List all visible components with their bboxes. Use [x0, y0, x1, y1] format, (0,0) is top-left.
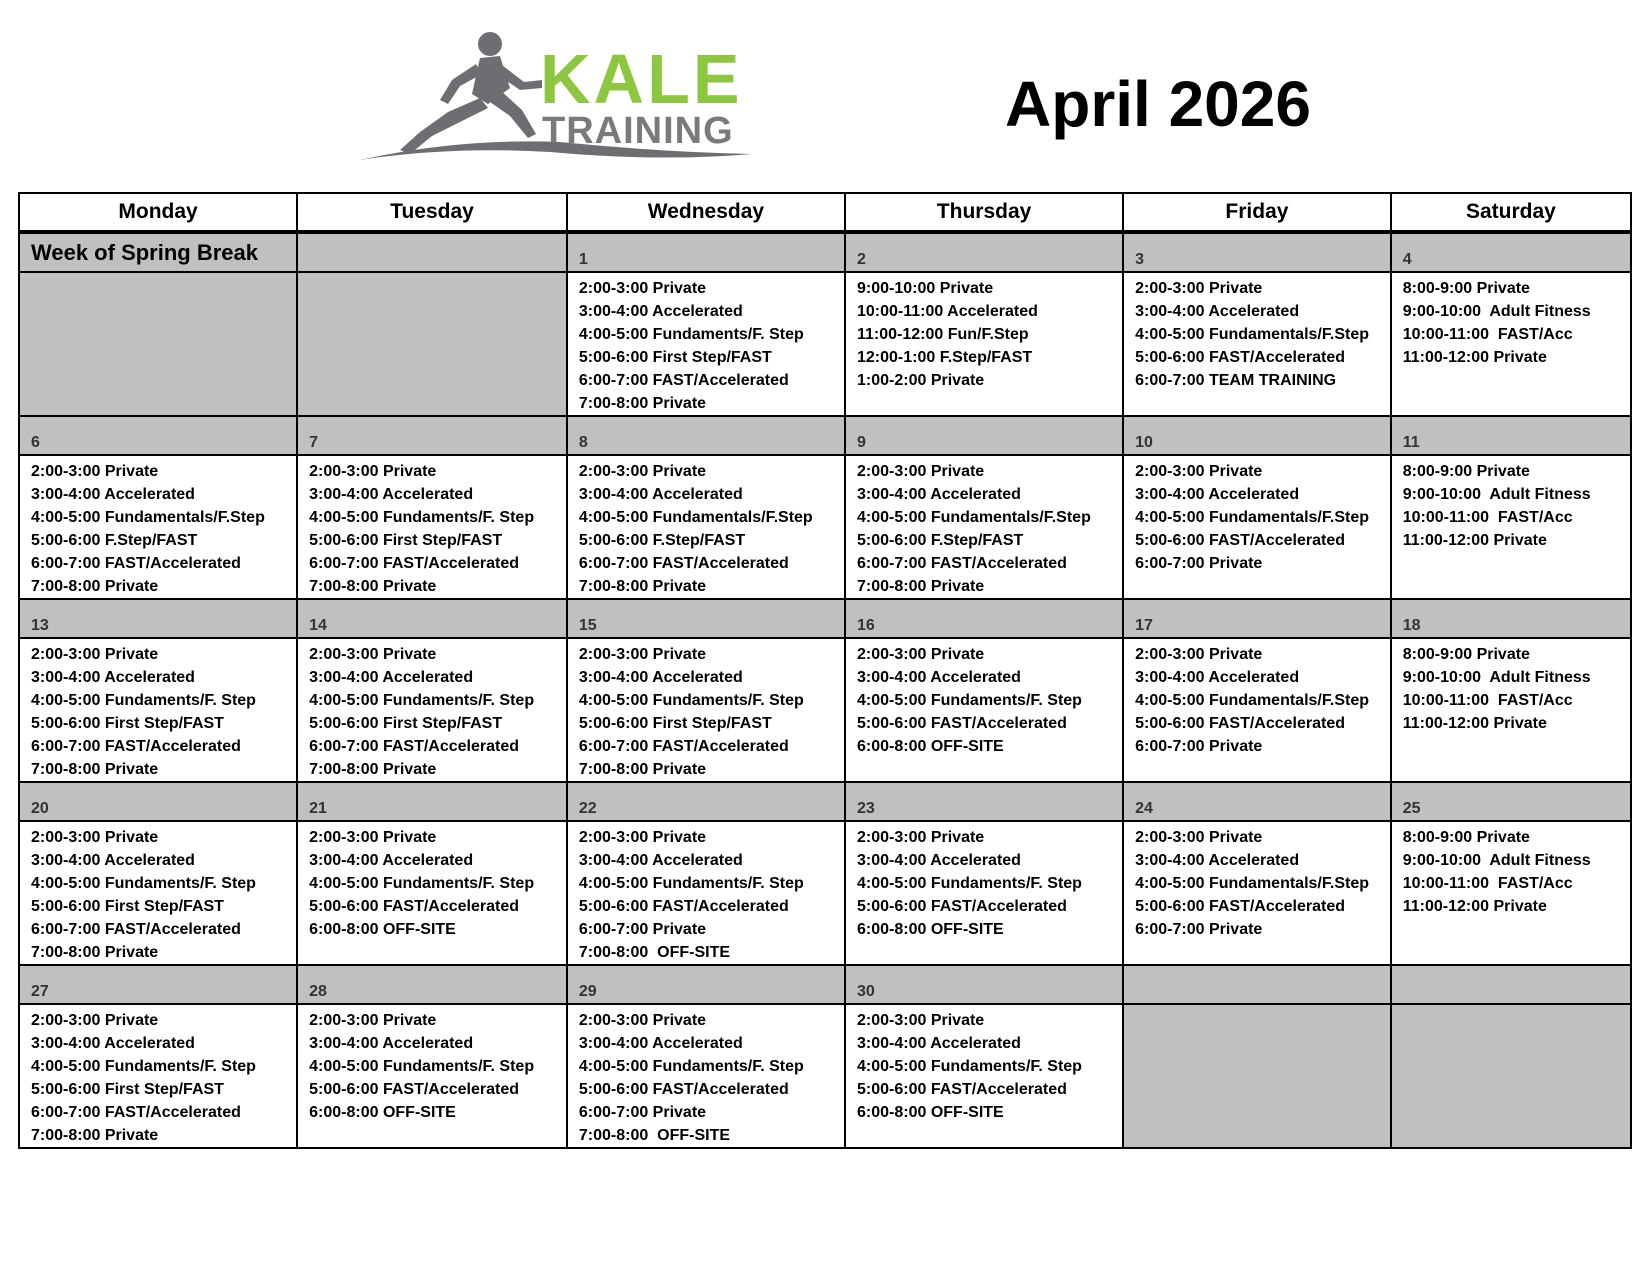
- day-number: 18: [1402, 617, 1421, 634]
- events-row: [19, 272, 1631, 416]
- session-item: 2:00-3:00 Private: [578, 646, 707, 663]
- session-item: 3:00-4:00 Accelerated: [309, 1035, 474, 1052]
- session-item: 5:00-6:00 FAST/Accelerated: [578, 898, 789, 915]
- session-item: 2:00-3:00 Private: [1135, 646, 1263, 663]
- day-events-cell: [1391, 1004, 1631, 1148]
- weekday-header: Friday: [1123, 193, 1391, 232]
- day-number-cell: [567, 965, 845, 1004]
- session-item: 6:00-7:00 FAST/Accelerated: [31, 921, 241, 938]
- session-item: 9:00-10:00 Adult Fitness: [1402, 486, 1591, 503]
- day-number: 16: [857, 617, 875, 634]
- session-item: 6:00-7:00 FAST/Accelerated: [31, 1104, 241, 1121]
- session-list: [568, 456, 844, 598]
- logo-wordmark-kale: KALE: [540, 40, 743, 118]
- day-number-cell: [1123, 599, 1391, 638]
- session-item: 9:00-10:00 Adult Fitness: [1402, 852, 1591, 869]
- session-item: 3:00-4:00 Accelerated: [857, 486, 1021, 503]
- session-item: 2:00-3:00 Private: [857, 646, 985, 663]
- day-number: 4: [1402, 251, 1412, 268]
- events-row: [19, 821, 1631, 965]
- session-list: [298, 456, 566, 598]
- day-events-cell: [297, 638, 567, 782]
- session-item: 10:00-11:00 Accelerated: [857, 303, 1038, 320]
- spring-break-banner: Week of Spring Break: [31, 240, 258, 265]
- session-item: 5:00-6:00 F.Step/FAST: [31, 532, 198, 549]
- day-number-cell: [845, 965, 1123, 1004]
- session-list: [1392, 456, 1630, 552]
- session-list: [298, 822, 566, 941]
- session-item: 2:00-3:00 Private: [578, 829, 707, 846]
- session-item: 9:00-10:00 Adult Fitness: [1402, 669, 1591, 686]
- weekday-header: Wednesday: [567, 193, 845, 232]
- session-item: 3:00-4:00 Accelerated: [857, 1035, 1021, 1052]
- session-item: 5:00-6:00 F.Step/FAST: [578, 532, 746, 549]
- session-item: 2:00-3:00 Private: [857, 829, 985, 846]
- kale-training-logo: [360, 28, 790, 178]
- day-number-cell: [845, 232, 1123, 272]
- date-number-row: [19, 599, 1631, 638]
- session-item: 4:00-5:00 Fundamentals/F.Step: [1135, 875, 1369, 892]
- session-item: 2:00-3:00 Private: [309, 829, 437, 846]
- session-item: 4:00-5:00 Fundaments/F. Step: [578, 875, 804, 892]
- session-item: 3:00-4:00 Accelerated: [1135, 669, 1300, 686]
- session-list: [846, 822, 1122, 941]
- day-number-cell: [297, 416, 567, 455]
- weekday-header: Tuesday: [297, 193, 567, 232]
- session-item: 2:00-3:00 Private: [857, 1012, 985, 1029]
- session-item: 4:00-5:00 Fundamentals/F.Step: [857, 509, 1091, 526]
- session-item: 11:00-12:00 Private: [1402, 349, 1547, 366]
- day-events-cell: [1391, 638, 1631, 782]
- session-item: 11:00-12:00 Private: [1402, 898, 1547, 915]
- session-item: 4:00-5:00 Fundamentals/F.Step: [578, 509, 813, 526]
- day-number-cell: [845, 416, 1123, 455]
- session-list: [846, 456, 1122, 598]
- day-number-cell: [567, 416, 845, 455]
- day-number: 6: [31, 434, 40, 451]
- events-row: [19, 638, 1631, 782]
- day-events-cell: [1123, 821, 1391, 965]
- session-item: 5:00-6:00 First Step/FAST: [578, 349, 772, 366]
- session-item: 4:00-5:00 Fundamentals/F.Step: [1135, 326, 1369, 343]
- session-list: [298, 639, 566, 781]
- session-item: 3:00-4:00 Accelerated: [578, 303, 743, 320]
- day-number-cell: [1391, 965, 1631, 1004]
- day-events-cell: [19, 455, 297, 599]
- session-item: 3:00-4:00 Accelerated: [857, 852, 1021, 869]
- day-number-cell: [1123, 965, 1391, 1004]
- weekday-header: Monday: [19, 193, 297, 232]
- session-item: 6:00-7:00 FAST/Accelerated: [309, 738, 520, 755]
- day-number-cell: [19, 599, 297, 638]
- session-item: 7:00-8:00 Private: [31, 1127, 159, 1144]
- date-number-row: [19, 965, 1631, 1004]
- session-item: 7:00-8:00 Private: [31, 761, 159, 778]
- day-number: 17: [1135, 617, 1153, 634]
- session-item: 2:00-3:00 Private: [31, 646, 159, 663]
- session-item: 10:00-11:00 FAST/Acc: [1402, 326, 1573, 343]
- day-number: 24: [1135, 800, 1153, 817]
- session-item: 7:00-8:00 Private: [578, 578, 707, 595]
- session-item: 5:00-6:00 First Step/FAST: [31, 715, 224, 732]
- day-number: 14: [309, 617, 327, 634]
- session-item: 5:00-6:00 FAST/Accelerated: [1135, 349, 1346, 366]
- session-item: 4:00-5:00 Fundaments/F. Step: [31, 692, 256, 709]
- day-events-cell: [297, 821, 567, 965]
- date-number-row: [19, 416, 1631, 455]
- session-item: 6:00-7:00 Private: [1135, 555, 1263, 572]
- session-item: 4:00-5:00 Fundaments/F. Step: [578, 1058, 804, 1075]
- day-events-cell: [845, 455, 1123, 599]
- day-events-cell: [567, 1004, 845, 1148]
- day-events-cell: [1391, 272, 1631, 416]
- session-list: [1392, 639, 1630, 735]
- session-item: 6:00-8:00 OFF-SITE: [857, 738, 1004, 755]
- session-item: 6:00-7:00 FAST/Accelerated: [578, 738, 789, 755]
- session-item: 10:00-11:00 FAST/Acc: [1402, 692, 1573, 709]
- session-item: 6:00-8:00 OFF-SITE: [309, 921, 456, 938]
- session-item: 4:00-5:00 Fundamentals/F.Step: [31, 509, 265, 526]
- session-list: [1392, 822, 1630, 918]
- day-number-cell: [1123, 782, 1391, 821]
- session-item: 4:00-5:00 Fundaments/F. Step: [309, 875, 535, 892]
- session-item: 2:00-3:00 Private: [31, 463, 159, 480]
- day-number-cell: [845, 599, 1123, 638]
- session-item: 2:00-3:00 Private: [578, 1012, 707, 1029]
- session-item: 5:00-6:00 First Step/FAST: [578, 715, 772, 732]
- session-item: 5:00-6:00 FAST/Accelerated: [309, 1081, 520, 1098]
- session-list: [568, 822, 844, 964]
- weekday-header-row: [19, 193, 1631, 232]
- day-number-cell: [19, 782, 297, 821]
- events-row: [19, 1004, 1631, 1148]
- calendar-grid: [18, 192, 1632, 1149]
- day-events-cell: [845, 821, 1123, 965]
- day-events-cell: [297, 272, 567, 416]
- day-number: 22: [578, 800, 597, 817]
- session-list: [568, 273, 844, 415]
- session-list: [20, 639, 296, 781]
- day-events-cell: [1123, 272, 1391, 416]
- session-list: [846, 639, 1122, 758]
- session-item: 2:00-3:00 Private: [309, 646, 437, 663]
- session-item: 3:00-4:00 Accelerated: [1135, 852, 1300, 869]
- day-events-cell: [19, 821, 297, 965]
- weekday-header: Saturday: [1391, 193, 1631, 232]
- session-item: 6:00-8:00 OFF-SITE: [857, 1104, 1004, 1121]
- session-item: 4:00-5:00 Fundaments/F. Step: [857, 875, 1082, 892]
- session-item: 3:00-4:00 Accelerated: [578, 852, 743, 869]
- weekday-header: Thursday: [845, 193, 1123, 232]
- session-item: 3:00-4:00 Accelerated: [857, 669, 1021, 686]
- session-item: 5:00-6:00 F.Step/FAST: [857, 532, 1024, 549]
- day-number-cell: [297, 599, 567, 638]
- session-item: 5:00-6:00 First Step/FAST: [31, 1081, 224, 1098]
- session-item: 2:00-3:00 Private: [31, 1012, 159, 1029]
- session-item: 5:00-6:00 FAST/Accelerated: [1135, 898, 1346, 915]
- session-item: 8:00-9:00 Private: [1402, 829, 1530, 846]
- day-number: 7: [309, 434, 319, 451]
- session-item: 2:00-3:00 Private: [1135, 280, 1263, 297]
- day-number: 2: [857, 251, 866, 268]
- session-item: 5:00-6:00 FAST/Accelerated: [578, 1081, 789, 1098]
- day-number-cell: [19, 416, 297, 455]
- day-number-cell: [845, 782, 1123, 821]
- session-item: 5:00-6:00 FAST/Accelerated: [857, 1081, 1067, 1098]
- session-list: [846, 273, 1122, 392]
- session-item: 5:00-6:00 FAST/Accelerated: [1135, 532, 1346, 549]
- day-number: 21: [309, 800, 327, 817]
- day-events-cell: [845, 1004, 1123, 1148]
- day-events-cell: [567, 638, 845, 782]
- session-item: 4:00-5:00 Fundaments/F. Step: [309, 692, 535, 709]
- day-number: 13: [31, 617, 49, 634]
- session-item: 6:00-7:00 FAST/Accelerated: [31, 738, 241, 755]
- day-number: 27: [31, 983, 49, 1000]
- day-events-cell: [567, 272, 845, 416]
- session-item: 3:00-4:00 Accelerated: [578, 486, 743, 503]
- session-item: 8:00-9:00 Private: [1402, 646, 1530, 663]
- session-item: 10:00-11:00 FAST/Acc: [1402, 875, 1573, 892]
- day-events-cell: [567, 455, 845, 599]
- session-item: 2:00-3:00 Private: [857, 463, 985, 480]
- session-item: 7:00-8:00 Private: [578, 761, 707, 778]
- session-item: 6:00-8:00 OFF-SITE: [309, 1104, 456, 1121]
- events-row: [19, 455, 1631, 599]
- day-number-cell: [1391, 232, 1631, 272]
- session-item: 4:00-5:00 Fundaments/F. Step: [309, 1058, 535, 1075]
- day-number: 11: [1402, 434, 1420, 451]
- session-item: 6:00-7:00 Private: [1135, 738, 1263, 755]
- session-item: 4:00-5:00 Fundaments/F. Step: [309, 509, 535, 526]
- session-item: 4:00-5:00 Fundaments/F. Step: [578, 692, 804, 709]
- day-number-cell: [1391, 599, 1631, 638]
- session-list: [20, 456, 296, 598]
- day-number-cell: [1123, 416, 1391, 455]
- day-number-cell: [567, 782, 845, 821]
- session-item: 12:00-1:00 F.Step/FAST: [857, 349, 1033, 366]
- logo-wordmark-training: TRAINING: [542, 110, 734, 152]
- day-number: 9: [857, 434, 866, 451]
- day-events-cell: [567, 821, 845, 965]
- session-item: 9:00-10:00 Private: [857, 280, 994, 297]
- session-list: [568, 639, 844, 781]
- session-item: 2:00-3:00 Private: [1135, 463, 1263, 480]
- session-item: 3:00-4:00 Accelerated: [309, 669, 474, 686]
- day-number: 25: [1402, 800, 1421, 817]
- session-item: 3:00-4:00 Accelerated: [31, 1035, 195, 1052]
- day-events-cell: [1391, 455, 1631, 599]
- session-item: 6:00-7:00 FAST/Accelerated: [578, 372, 789, 389]
- day-number-cell: [19, 232, 297, 272]
- date-number-row: [19, 782, 1631, 821]
- day-number: 20: [31, 800, 49, 817]
- page-title: April 2026: [1005, 68, 1311, 140]
- session-item: 3:00-4:00 Accelerated: [31, 669, 195, 686]
- session-item: 3:00-4:00 Accelerated: [309, 852, 474, 869]
- session-item: 4:00-5:00 Fundaments/F. Step: [31, 875, 256, 892]
- day-events-cell: [19, 272, 297, 416]
- session-item: 5:00-6:00 FAST/Accelerated: [309, 898, 520, 915]
- day-number-cell: [297, 232, 567, 272]
- session-item: 11:00-12:00 Private: [1402, 715, 1547, 732]
- session-item: 10:00-11:00 FAST/Acc: [1402, 509, 1573, 526]
- session-item: 6:00-7:00 Private: [578, 1104, 707, 1121]
- day-events-cell: [845, 638, 1123, 782]
- day-number-cell: [567, 599, 845, 638]
- session-item: 7:00-8:00 Private: [309, 761, 437, 778]
- session-item: 7:00-8:00 Private: [857, 578, 985, 595]
- session-item: 7:00-8:00 OFF-SITE: [578, 1127, 731, 1144]
- day-events-cell: [297, 455, 567, 599]
- session-item: 3:00-4:00 Accelerated: [578, 1035, 743, 1052]
- session-list: [568, 1005, 844, 1147]
- session-item: 7:00-8:00 Private: [309, 578, 437, 595]
- session-item: 5:00-6:00 FAST/Accelerated: [857, 715, 1067, 732]
- session-item: 3:00-4:00 Accelerated: [578, 669, 743, 686]
- session-item: 2:00-3:00 Private: [31, 829, 159, 846]
- day-number-cell: [297, 782, 567, 821]
- session-item: 5:00-6:00 FAST/Accelerated: [857, 898, 1067, 915]
- session-list: [1124, 273, 1390, 392]
- day-number-cell: [567, 232, 845, 272]
- day-number: 30: [857, 983, 875, 1000]
- session-item: 7:00-8:00 Private: [31, 578, 159, 595]
- day-number: 10: [1135, 434, 1153, 451]
- session-list: [1124, 822, 1390, 941]
- session-list: [1392, 273, 1630, 369]
- session-item: 5:00-6:00 First Step/FAST: [309, 532, 503, 549]
- session-item: 7:00-8:00 Private: [31, 944, 159, 961]
- session-item: 7:00-8:00 OFF-SITE: [578, 944, 731, 961]
- day-number: 3: [1135, 251, 1145, 268]
- day-events-cell: [1123, 1004, 1391, 1148]
- session-item: 11:00-12:00 Private: [1402, 532, 1547, 549]
- day-number-cell: [297, 965, 567, 1004]
- day-events-cell: [19, 1004, 297, 1148]
- day-number-cell: [1391, 782, 1631, 821]
- session-item: 5:00-6:00 First Step/FAST: [309, 715, 503, 732]
- session-item: 4:00-5:00 Fundamentals/F.Step: [1135, 692, 1369, 709]
- session-item: 6:00-7:00 Private: [578, 921, 707, 938]
- day-number: 8: [578, 434, 588, 451]
- session-item: 3:00-4:00 Accelerated: [309, 486, 474, 503]
- session-item: 11:00-12:00 Fun/F.Step: [857, 326, 1029, 343]
- day-number: 15: [578, 617, 597, 634]
- session-list: [298, 1005, 566, 1124]
- session-item: 6:00-7:00 TEAM TRAINING: [1135, 372, 1337, 389]
- session-item: 2:00-3:00 Private: [309, 1012, 437, 1029]
- session-item: 2:00-3:00 Private: [578, 463, 707, 480]
- session-item: 4:00-5:00 Fundaments/F. Step: [857, 692, 1082, 709]
- day-number: 29: [578, 983, 597, 1000]
- session-item: 2:00-3:00 Private: [309, 463, 437, 480]
- session-item: 6:00-7:00 FAST/Accelerated: [578, 555, 789, 572]
- session-item: 3:00-4:00 Accelerated: [31, 486, 195, 503]
- session-item: 4:00-5:00 Fundaments/F. Step: [578, 326, 804, 343]
- session-item: 8:00-9:00 Private: [1402, 280, 1530, 297]
- session-item: 1:00-2:00 Private: [857, 372, 985, 389]
- day-events-cell: [297, 1004, 567, 1148]
- session-item: 3:00-4:00 Accelerated: [31, 852, 195, 869]
- session-list: [846, 1005, 1122, 1124]
- day-events-cell: [1123, 638, 1391, 782]
- session-item: 6:00-7:00 Private: [1135, 921, 1263, 938]
- session-list: [1124, 639, 1390, 758]
- session-item: 6:00-8:00 OFF-SITE: [857, 921, 1004, 938]
- session-item: 2:00-3:00 Private: [578, 280, 707, 297]
- day-number: 1: [578, 251, 588, 268]
- session-list: [1124, 456, 1390, 575]
- session-item: 5:00-6:00 First Step/FAST: [31, 898, 224, 915]
- session-item: 7:00-8:00 Private: [578, 395, 707, 412]
- date-number-row: [19, 232, 1631, 272]
- session-item: 4:00-5:00 Fundaments/F. Step: [857, 1058, 1082, 1075]
- session-item: 6:00-7:00 FAST/Accelerated: [857, 555, 1067, 572]
- session-item: 3:00-4:00 Accelerated: [1135, 486, 1300, 503]
- session-item: 2:00-3:00 Private: [1135, 829, 1263, 846]
- session-item: 3:00-4:00 Accelerated: [1135, 303, 1300, 320]
- day-number-cell: [19, 965, 297, 1004]
- day-number: 28: [309, 983, 327, 1000]
- day-number-cell: [1123, 232, 1391, 272]
- day-events-cell: [1391, 821, 1631, 965]
- session-list: [20, 1005, 296, 1147]
- day-events-cell: [19, 638, 297, 782]
- session-item: 4:00-5:00 Fundaments/F. Step: [31, 1058, 256, 1075]
- session-item: 6:00-7:00 FAST/Accelerated: [309, 555, 520, 572]
- session-item: 6:00-7:00 FAST/Accelerated: [31, 555, 241, 572]
- session-item: 5:00-6:00 FAST/Accelerated: [1135, 715, 1346, 732]
- session-item: 4:00-5:00 Fundamentals/F.Step: [1135, 509, 1369, 526]
- day-events-cell: [845, 272, 1123, 416]
- day-events-cell: [1123, 455, 1391, 599]
- session-item: 9:00-10:00 Adult Fitness: [1402, 303, 1591, 320]
- day-number: 23: [857, 800, 875, 817]
- day-number-cell: [1391, 416, 1631, 455]
- session-list: [20, 822, 296, 964]
- session-item: 8:00-9:00 Private: [1402, 463, 1530, 480]
